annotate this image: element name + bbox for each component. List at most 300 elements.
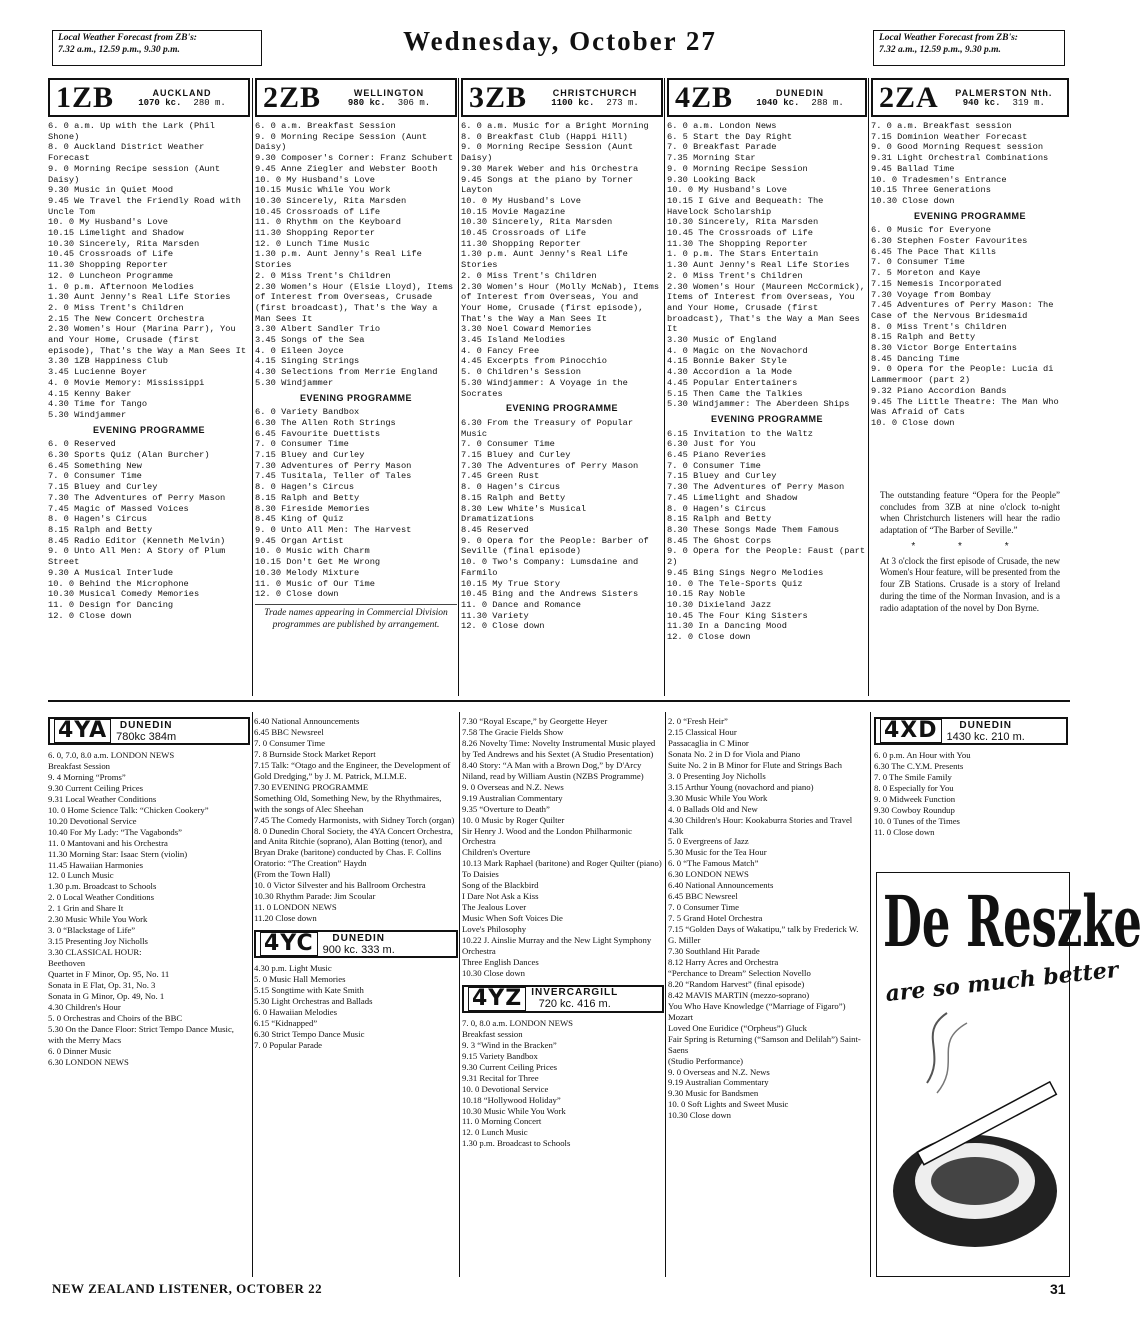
evening-entry: 9.45 The Little Theatre: The Man Who Was Afraid of Cats bbox=[871, 396, 1059, 418]
programme-entry: 9. 0 Overseas and N.Z. News bbox=[668, 1066, 770, 1077]
programme-entry: 12. 0 Lunch Music bbox=[48, 870, 114, 881]
programme-entry: 12. 0 Luncheon Programme bbox=[48, 270, 174, 281]
programme-entry: 10. 0 Home Science Talk: “Chicken Cookery” bbox=[48, 804, 209, 815]
programme-entry: 3.30 Music While You Work bbox=[668, 792, 768, 803]
station-city: DUNEDIN bbox=[332, 932, 385, 944]
evening-entry: 10.15 Don't Get Me Wrong bbox=[255, 557, 381, 568]
evening-entry: 6.45 Something New bbox=[48, 460, 142, 471]
evening-entry: 8.15 Ralph and Betty bbox=[667, 514, 772, 525]
programme-entry: 2.30 Women's Hour (Molly McNab), Items of Interest from Overseas, You and Your Home, Crusade (first episode), That's the Way a Man Sees It bbox=[461, 281, 660, 324]
station-city: CHRISTCHURCH bbox=[552, 87, 638, 98]
station-callsign: 2ZB bbox=[263, 80, 322, 114]
station-header-2za bbox=[871, 78, 1069, 117]
programme-entry: 10.30 Sincerely, Rita Marsden bbox=[667, 217, 819, 228]
programme-entry: 7. 0 The Smile Family bbox=[874, 771, 952, 782]
evening-entry: 12. 0 Close down bbox=[667, 632, 751, 643]
programme-entry: 5.30 Light Orchestras and Ballads bbox=[254, 995, 373, 1006]
evening-entry: 7.45 Adventures of Perry Mason: The Case of the Nervous Bridesmaid bbox=[871, 300, 1054, 321]
evening-entry: 10.45 Bing and the Andrews Sisters bbox=[461, 589, 639, 600]
station-kc: 1430 kc. bbox=[946, 730, 989, 743]
evening-entry: 8.15 Ralph and Betty bbox=[255, 492, 360, 503]
programme-entry: 6.45 BBC Newsreel bbox=[668, 891, 738, 902]
programme-entry: 9. 0 Morning Recipe Session (Aunt Daisy) bbox=[461, 142, 634, 164]
programme-entry: 11.30 Morning Star: Isaac Stern (violin) bbox=[48, 848, 188, 859]
evening-entry: 10.15 My True Story bbox=[461, 578, 561, 589]
programme-entry: 7. 5 Grand Hotel Orchestra bbox=[668, 913, 763, 924]
programme-entry: 9.31 Light Orchestral Combinations bbox=[871, 153, 1049, 164]
evening-entry: 11.30 Variety bbox=[461, 610, 529, 621]
programme-entry: 3. 0 Presenting Joy Nicholls bbox=[668, 770, 766, 781]
evening-entry: 7.45 Tusitala, Teller of Tales bbox=[255, 471, 412, 482]
programme-entry: 7. 8 Burnside Stock Market Report bbox=[254, 748, 376, 759]
programme-entry: 8. 0 Auckland District Weather Forecast bbox=[48, 142, 205, 164]
evening-entry: 7.30 The Adventures of Perry Mason bbox=[48, 492, 226, 503]
programme-entry: 5. 0 Music Hall Memories bbox=[254, 974, 346, 985]
evening-entry: 7.45 Magic of Massed Voices bbox=[48, 503, 189, 514]
programme-entry: 5.30 Windjammer: A Voyage in the Socrates bbox=[461, 377, 628, 399]
station-header-4zb bbox=[667, 78, 867, 117]
programme-entry: 4.45 Popular Entertainers bbox=[667, 377, 798, 388]
programme-entry: 6.30 Strict Tempo Dance Music bbox=[254, 1028, 365, 1039]
programme-entry: To Daisies bbox=[462, 869, 499, 880]
evening-entry: 10.45 The Four King Sisters bbox=[667, 610, 808, 621]
ashtray-cigarette-illustration bbox=[887, 1023, 1063, 1263]
programme-entry: 10.15 Limelight and Shadow bbox=[48, 228, 184, 239]
programme-entry: 11. 0 Morning Concert bbox=[462, 1116, 542, 1127]
evening-entry: 9. 0 Opera for the People: Barber of Seville (final episode) bbox=[461, 535, 649, 557]
programme-entry: 10.40 For My Lady: “The Vagabonds” bbox=[48, 826, 182, 837]
evening-entry: 10. 0 Music with Charm bbox=[255, 546, 370, 557]
programme-entry: 4. 0 Fancy Free bbox=[461, 345, 540, 356]
evening-entry: 7. 0 Consumer Time bbox=[461, 439, 555, 450]
programme-entry: 6.45 BBC Newsreel bbox=[254, 726, 324, 737]
station-city: DUNEDIN bbox=[959, 719, 1012, 731]
programme-entry: 6.30 LONDON NEWS bbox=[668, 869, 749, 880]
programme-entry: 4. 0 Ballads Old and New bbox=[668, 803, 758, 814]
programme-entry: 2. 0 “Fresh Heir” bbox=[668, 716, 728, 726]
column-2zb bbox=[255, 78, 457, 698]
listing-4yz bbox=[462, 1018, 664, 1149]
evening-entry: 8.45 Radio Editor (Kenneth Melvin) bbox=[48, 535, 226, 546]
programme-entry: 2.30 Women's Hour (Marina Parr), You and Your Home, Crusade (first episode), That's the Way a Man Sees It bbox=[48, 324, 247, 356]
trade-names-note: Trade names appearing in Commercial Division programmes are published by arrangement. bbox=[255, 604, 457, 635]
evening-entry: 10. 0 Close down bbox=[871, 417, 955, 428]
programme-entry: 3.30 Albert Sandler Trio bbox=[255, 324, 381, 335]
feature-stars: * * * bbox=[911, 540, 1029, 552]
evening-entry: 9.30 A Musical Interlude bbox=[48, 567, 174, 578]
programme-entry: 5. 0 Children's Session bbox=[461, 367, 581, 378]
programme-entry: 5.30 Windjammer bbox=[255, 377, 334, 388]
programme-entry: 7.58 The Gracie Fields Show bbox=[462, 726, 564, 737]
programme-entry: 10.22 J. Ainslie Murray and the New Light Symphony Orchestra bbox=[462, 935, 652, 957]
programme-entry: 7.15 Talk: “Otago and the Engineer, the Development of Gold Dredging,” by J. M. Patrick, M.I.M.E. bbox=[254, 759, 451, 781]
programme-entry: 4.30 Time for Tango bbox=[48, 399, 148, 410]
programme-entry: 9.45 We Travel the Friendly Road with Uncle Tom bbox=[48, 195, 241, 217]
programme-entry: 10. 0 My Husband's Love bbox=[461, 195, 581, 206]
publication-footer: NEW ZEALAND LISTENER, OCTOBER 22 bbox=[52, 1281, 323, 1296]
programme-entry: The Jealous Lover bbox=[462, 902, 527, 913]
programme-entry: 10. 0 My Husband's Love bbox=[667, 185, 787, 196]
evening-programme-heading: EVENING PROGRAMME bbox=[710, 413, 823, 424]
programme-entry: Suite No. 2 in B Minor for Flute and Strings Bach bbox=[668, 759, 842, 770]
programme-entry: 9.45 Songs at the piano by Torner Layton bbox=[461, 174, 634, 196]
programme-entry: 7.15 “Golden Days of Wakatipu,” talk by Frederick W. G. Miller bbox=[668, 924, 859, 946]
evening-entry: 8.15 Ralph and Betty bbox=[871, 332, 976, 343]
programme-entry: 2. 0 Local Weather Conditions bbox=[48, 892, 155, 903]
evening-entry: 9. 0 Opera for the People: Faust (part 2) bbox=[667, 546, 866, 568]
station-m: 333 m. bbox=[361, 943, 395, 956]
evening-entry: 7.15 Bluey and Curley bbox=[255, 450, 365, 461]
evening-entry: 10. 0 Behind the Microphone bbox=[48, 578, 189, 589]
programme-entry: 6.30 The C.Y.M. Presents bbox=[874, 760, 964, 771]
programme-entry: 8. 0 Dunedin Choral Society, the 4YA Concert Orchestra, and Anita Ritchie (soprano), Alan Botting (tenor), and Bryan Drake (baritone) conducted by Chas. F. Collins bbox=[254, 825, 453, 858]
programme-entry: I Dare Not Ask a Kiss bbox=[462, 891, 539, 902]
programme-entry: 10. 0 Tunes of the Times bbox=[874, 815, 960, 826]
programme-entry: 7.45 The Comedy Harmonists, with Sidney Torch (organ) bbox=[254, 814, 455, 825]
programme-entry: 10.15 Music While You Work bbox=[255, 185, 391, 196]
programme-entry: 10.15 I Give and Bequeath: The Havelock Scholarship bbox=[667, 195, 824, 217]
programme-entry: 5.30 Windjammer bbox=[48, 409, 127, 420]
listing-col4 bbox=[668, 716, 868, 1121]
evening-entry: 8. 0 Hagen's Circus bbox=[255, 482, 355, 493]
programme-entry: 9.19 Australian Commentary bbox=[462, 792, 563, 803]
programme-entry: 10.15 Three Generations bbox=[871, 185, 991, 196]
column-4ya bbox=[48, 716, 250, 1276]
station-logo: 4YC bbox=[260, 932, 318, 956]
station-city: AUCKLAND bbox=[152, 87, 212, 98]
programme-entry: 10.30 Close down bbox=[462, 967, 525, 978]
programme-entry: 1.30 Aunt Jenny's Real Life Stories bbox=[667, 260, 850, 271]
programme-entry: 6.15 “Kidnapped” bbox=[254, 1017, 318, 1028]
evening-programme-heading: EVENING PROGRAMME bbox=[913, 210, 1026, 221]
programme-entry: 4. 0 Magic on the Novachord bbox=[667, 345, 808, 356]
column-3zb bbox=[461, 78, 663, 698]
station-callsign: 1ZB bbox=[56, 80, 115, 114]
evening-entry: 9. 0 Unto All Men: A Story of Plum Street bbox=[48, 546, 226, 568]
programme-entry: 4.30 Selections from Merrie England bbox=[255, 367, 438, 378]
programme-entry: 2. 1 Grin and Share It bbox=[48, 903, 124, 914]
evening-entry: 6. 0 Reserved bbox=[48, 439, 116, 450]
de-reszke-advert bbox=[876, 872, 1142, 1277]
programme-entry: 4.15 Kenny Baker bbox=[48, 388, 132, 399]
evening-entry: 12. 0 Close down bbox=[255, 589, 339, 600]
station-logo: 4YA bbox=[54, 719, 111, 743]
evening-entry: 8.15 Ralph and Betty bbox=[461, 492, 566, 503]
programme-entry: 10. 0 Devotional Service bbox=[462, 1083, 549, 1094]
programme-entry: 3. 0 “Blackstage of Life” bbox=[48, 925, 136, 936]
programme-entry: 6. 0, 7.0, 8.0 a.m. LONDON NEWS bbox=[48, 750, 175, 760]
station-kc: 1070 kc. bbox=[138, 97, 182, 108]
programme-entry: 9.35 “Overture to Death” bbox=[462, 803, 550, 814]
station-header-4yz bbox=[462, 985, 664, 1013]
programme-entry: 1. 0 p.m. Afternoon Melodies bbox=[48, 281, 194, 292]
evening-programme-heading: EVENING PROGRAMME bbox=[505, 403, 618, 414]
programme-entry: 4.30 Children's Hour: Kookaburra Stories and Travel Talk bbox=[668, 814, 853, 836]
programme-entry: You Who Have Knowledge (“Marriage of Figaro”) Mozart bbox=[668, 1000, 846, 1022]
station-kc: 780kc bbox=[116, 730, 146, 743]
programme-entry: 1.30 p.m. Aunt Jenny's Real Life Stories bbox=[255, 249, 422, 271]
programme-entry: Music When Soft Voices Die bbox=[462, 913, 563, 924]
station-logo: 4XD bbox=[880, 719, 942, 743]
programme-entry: (From the Town Hall) bbox=[254, 869, 331, 880]
programme-entry: 10. 0 My Husband's Love bbox=[48, 217, 168, 228]
column-4zb bbox=[667, 78, 867, 698]
listing-4ya-part2 bbox=[254, 716, 458, 924]
programme-entry: Sonata No. 2 in D for Viola and Piano bbox=[668, 748, 801, 759]
programme-entry: 7.15 Dominion Weather Forecast bbox=[871, 131, 1028, 142]
programme-entry: 5.30 Music for the Tea Hour bbox=[668, 847, 767, 858]
evening-entry: 8.45 Dancing Time bbox=[871, 353, 960, 364]
programme-entry: 10. 0 Victor Silvester and his Ballroom Orchestra bbox=[254, 880, 426, 891]
station-logo: 4YZ bbox=[468, 987, 526, 1011]
evening-entry: 11. 0 Design for Dancing bbox=[48, 599, 174, 610]
programme-entry: Song of the Blackbird bbox=[462, 880, 539, 891]
programme-entry: 7. 0 Consumer Time bbox=[668, 902, 739, 913]
programme-entry: Loved One Euridice (“Orpheus”) Gluck bbox=[668, 1022, 807, 1033]
programme-entry: 8. 0 Especially for You bbox=[874, 782, 954, 793]
station-header-3zb bbox=[461, 78, 663, 117]
programme-entry: Breakfast Session bbox=[48, 760, 111, 771]
programme-entry: 9.30 Composer's Corner: Franz Schubert bbox=[255, 153, 454, 164]
evening-entry: 8.30 Fireside Memories bbox=[255, 503, 370, 514]
station-kc: 980 kc. bbox=[347, 97, 386, 108]
programme-entry: 11.45 Hawaiian Harmonies bbox=[48, 859, 143, 870]
station-m: 210 m. bbox=[991, 730, 1025, 743]
programme-entry: 4. 0 Movie Memory: Mississippi bbox=[48, 377, 205, 388]
station-kc: 900 kc. bbox=[322, 943, 359, 956]
station-kc: 720 kc. bbox=[538, 998, 575, 1011]
programme-entry: 9. 0 Midweek Function bbox=[874, 793, 956, 804]
station-header-2zb bbox=[255, 78, 457, 117]
programme-entry: Quartet in F Minor, Op. 95, No. 11 bbox=[48, 969, 170, 980]
programme-entry: 10.30 Sincerely, Rita Marsden bbox=[48, 238, 200, 249]
programme-entry: 3.30 Music of England bbox=[667, 335, 777, 346]
column-1zb bbox=[48, 78, 250, 698]
programme-entry: Sonata in E Flat, Op. 31, No. 3 bbox=[48, 980, 156, 991]
programme-entry: 6.40 National Announcements bbox=[254, 716, 360, 726]
weather-forecast-left: Local Weather Forecast from ZB's: 7.32 a.m., 12.59 p.m., 9.30 p.m. bbox=[52, 30, 262, 66]
programme-entry: 7.30 EVENING PROGRAMME bbox=[254, 781, 369, 792]
programme-entry: 3.15 Arthur Young (novachord and piano) bbox=[668, 781, 814, 792]
evening-entry: 8.30 These Songs Made Them Famous bbox=[667, 525, 840, 535]
programme-entry: 7.30 “Royal Escape,” by Georgette Heyer bbox=[462, 716, 608, 726]
station-header-4xd bbox=[874, 717, 1068, 745]
programme-entry: 10.45 Crossroads of Life bbox=[255, 206, 381, 217]
listing-col3 bbox=[462, 716, 664, 979]
evening-entry: 8. 0 Hagen's Circus bbox=[461, 482, 561, 493]
programme-entry: 7. 0 Breakfast Parade bbox=[667, 142, 777, 153]
feature-para-2: At 3 o'clock the first episode of Crusade, the new Women's Hour feature, will be presented from the four ZB Stations. Crusade is a story of Ireland during the time of the Norman Invasion, and is a radio adaptation of the novel by Don Byrne. bbox=[880, 555, 1060, 613]
evening-entry: 7. 0 Consumer Time bbox=[667, 460, 761, 471]
programme-entry: 6. 0 Hawaiian Melodies bbox=[254, 1006, 337, 1017]
programme-entry: 10.30 Close down bbox=[668, 1110, 731, 1121]
programme-entry: 2. 0 Miss Trent's Children bbox=[667, 270, 803, 281]
programme-entry: 5. 0 Orchestras and Choirs of the BBC bbox=[48, 1012, 183, 1023]
evening-entry: 9.45 Organ Artist bbox=[255, 535, 344, 546]
listing-4yc bbox=[254, 963, 458, 1051]
station-kc: 1040 kc. bbox=[756, 97, 800, 108]
programme-entry: 6. 0 p.m. An Hour with You bbox=[874, 750, 971, 760]
programme-entry: Children's Overture bbox=[462, 847, 531, 858]
programme-entry: 9.15 Variety Bandbox bbox=[462, 1050, 538, 1061]
programme-entry: 11.20 Close down bbox=[254, 913, 317, 924]
advert-brand: De Reszke bbox=[883, 880, 1142, 964]
programme-entry: 8.20 “Random Harvest” (final episode) bbox=[668, 978, 805, 989]
programme-entry: 9.30 Music for Bandsmen bbox=[668, 1088, 759, 1099]
station-city: DUNEDIN bbox=[776, 87, 825, 98]
evening-entry: 10.30 Dixieland Jazz bbox=[667, 599, 772, 610]
programme-entry: 9.45 Ballad Time bbox=[871, 163, 955, 174]
evening-entry: 9.32 Piano Accordion Bands bbox=[871, 385, 1007, 396]
evening-entry: 7.45 Limelight and Shadow bbox=[667, 492, 798, 503]
programme-entry: 6. 0 a.m. Up with the Lark (Phil Shone) bbox=[48, 121, 215, 142]
station-m: 319 m. bbox=[1012, 97, 1045, 108]
programme-entry: 4. 0 Eileen Joyce bbox=[255, 345, 344, 356]
programme-entry: 10.30 Rhythm Parade: Jim Scoular bbox=[254, 891, 376, 902]
evening-entry: 9. 0 Unto All Men: The Harvest bbox=[255, 525, 412, 535]
programme-entry: 4.30 p.m. Light Music bbox=[254, 963, 332, 974]
station-city: WELLINGTON bbox=[353, 87, 425, 98]
programme-entry: 9.30 Current Ceiling Prices bbox=[48, 782, 144, 793]
programme-entry: 2. 0 Miss Trent's Children bbox=[48, 302, 184, 313]
programme-entry: 5.15 Songtime with Kate Smith bbox=[254, 985, 364, 996]
evening-entry: 11.30 In a Dancing Mood bbox=[667, 621, 787, 632]
evening-entry: 6. 0 Variety Bandbox bbox=[255, 407, 360, 418]
evening-entry: 8. 0 Miss Trent's Children bbox=[871, 321, 1007, 332]
evening-entry: 6. 0 Music for Everyone bbox=[871, 225, 991, 236]
programme-entry: 9.30 Music in Quiet Mood bbox=[48, 185, 174, 196]
programme-entry: 6. 0 “The Famous Match” bbox=[668, 858, 759, 869]
programme-entry: 9. 0 Morning Recipe Session (Aunt Daisy) bbox=[255, 131, 428, 153]
station-header-4yc bbox=[254, 930, 458, 958]
programme-entry: 5.30 Windjammer: The Aberdeen Ships bbox=[667, 399, 850, 410]
programme-entry: 1.30 Aunt Jenny's Real Life Stories bbox=[48, 292, 231, 303]
programme-entry: 9.45 Anne Ziegler and Webster Booth bbox=[255, 163, 438, 174]
programme-entry: 1.30 p.m. Broadcast to Schools bbox=[48, 881, 157, 892]
evening-entry: 6.15 Invitation to the Waltz bbox=[667, 428, 813, 439]
programme-entry: 7.35 Morning Star bbox=[667, 153, 756, 164]
programme-entry: 2. 0 Miss Trent's Children bbox=[255, 270, 391, 281]
programme-entry: 3.45 Island Melodies bbox=[461, 335, 566, 346]
programme-entry: 9. 4 Morning “Proms” bbox=[48, 771, 126, 782]
evening-entry: 7.15 Bluey and Curley bbox=[667, 471, 777, 482]
programme-entry: 11.30 Shopping Reporter bbox=[48, 260, 168, 271]
evening-entry: 7.45 Green Rust bbox=[461, 471, 540, 482]
station-city: DUNEDIN bbox=[119, 719, 173, 731]
evening-entry: 10.30 Melody Mixture bbox=[255, 567, 360, 578]
programme-entry: 9.30 Cowboy Roundup bbox=[874, 804, 955, 815]
station-city: INVERCARGILL bbox=[531, 987, 619, 999]
programme-entry: 11. 0 LONDON NEWS bbox=[254, 902, 337, 913]
listing-4xd bbox=[874, 750, 1068, 838]
evening-entry: 6.30 Stephen Foster Favourites bbox=[871, 236, 1028, 247]
page-date: Wednesday, October 27 bbox=[403, 26, 717, 56]
programme-entry: 9. 0 Morning Recipe Session bbox=[667, 163, 808, 174]
programme-entry: 10.15 Movie Magazine bbox=[461, 206, 566, 217]
station-m: 384m bbox=[148, 730, 177, 743]
column-4xd bbox=[874, 716, 1068, 866]
programme-entry: 2. 0 Miss Trent's Children bbox=[461, 270, 597, 281]
programme-entry: 1.30 p.m. Broadcast to Schools bbox=[462, 1138, 571, 1149]
advert-slogan: are so much better bbox=[884, 956, 1120, 1008]
station-m: 306 m. bbox=[397, 97, 431, 108]
programme-entry: 8.12 Harry Acres and Orchestra bbox=[668, 956, 779, 967]
programme-entry: 7. 0 a.m. Breakfast session bbox=[871, 121, 1012, 131]
programme-entry: 4.45 Excerpts from Pinocchio bbox=[461, 356, 607, 367]
programme-entry: 10.18 “Hollywood Holiday” bbox=[462, 1094, 561, 1105]
station-callsign: 2ZA bbox=[879, 80, 939, 114]
programme-entry: 10.45 Crossroads of Life bbox=[461, 228, 587, 239]
programme-entry: (Studio Performance) bbox=[668, 1055, 744, 1066]
evening-entry: 7.30 The Adventures of Perry Mason bbox=[667, 482, 845, 493]
station-m: 416 m. bbox=[577, 998, 611, 1011]
programme-entry: 10. 0 My Husband's Love bbox=[255, 174, 375, 185]
programme-entry: 3.15 Presenting Joy Nicholls bbox=[48, 936, 148, 947]
evening-entry: 12. 0 Close down bbox=[461, 621, 545, 632]
programme-entry: 9.30 Current Ceiling Prices bbox=[462, 1061, 558, 1072]
programme-entry: 3.30 CLASSICAL HOUR: bbox=[48, 947, 142, 958]
programme-entry: 8.42 MAVIS MARTIN (mezzo-soprano) bbox=[668, 989, 810, 1000]
evening-entry: 10. 0 The Tele-Sports Quiz bbox=[667, 578, 803, 589]
programme-entry: 7. 0 Popular Parade bbox=[254, 1039, 323, 1050]
programme-entry: 6. 0 Dinner Music bbox=[48, 1045, 112, 1056]
evening-programme-heading: EVENING PROGRAMME bbox=[92, 424, 205, 435]
evening-entry: 7.30 The Adventures of Perry Mason bbox=[461, 460, 639, 471]
programme-entry: 8.40 Story: “A Man with a Brown Dog,” by D'Arcy Niland, read by William Austin (NZBS Programme) bbox=[462, 759, 644, 781]
programme-entry: 6.30 LONDON NEWS bbox=[48, 1056, 129, 1067]
programme-entry: 9.30 Marek Weber and his Orchestra bbox=[461, 163, 639, 174]
feature-box bbox=[872, 490, 1068, 700]
programme-entry: Passacaglia in C Minor bbox=[668, 737, 749, 748]
evening-programme-heading: EVENING PROGRAMME bbox=[299, 392, 412, 403]
programme-entry: Love's Philosophy bbox=[462, 924, 527, 935]
programme-entry: 10.20 Devotional Service bbox=[48, 815, 137, 826]
evening-entry: 8. 0 Hagen's Circus bbox=[48, 514, 148, 525]
programme-entry: Oratorio: “The Creation” Haydn bbox=[254, 858, 367, 869]
evening-entry: 7.15 Nemesis Incorporated bbox=[871, 278, 1002, 289]
evening-entry: 9.45 Bing Sings Negro Melodies bbox=[667, 567, 824, 578]
programme-entry: Beethoven bbox=[48, 958, 86, 969]
column-4yz-cont bbox=[668, 716, 868, 1276]
evening-entry: 9. 0 Opera for the People: Lucia di Lammermoor (part 2) bbox=[871, 364, 1054, 386]
evening-entry: 7.30 Adventures of Perry Mason bbox=[255, 460, 412, 471]
evening-entry: 8.45 Reserved bbox=[461, 525, 529, 535]
evening-entry: 11. 0 Music of Our Time bbox=[255, 578, 375, 589]
column-4ya-cont bbox=[254, 716, 458, 1276]
programme-entry: 6. 0 a.m. Music for a Bright Morning bbox=[461, 121, 649, 131]
column-4yc-cont bbox=[462, 716, 664, 1276]
programme-entry: Sonata in G Minor, Op. 49, No. 1 bbox=[48, 990, 165, 1001]
programme-entry: 3.30 1ZB Happiness Club bbox=[48, 356, 168, 367]
programme-entry: 4.30 Accordion a la Mode bbox=[667, 367, 793, 378]
programme-entry: 10. 0 Tradesmen's Entrance bbox=[871, 174, 1007, 185]
programme-entry: 4.15 Bonnie Baker Style bbox=[667, 356, 787, 367]
station-m: 273 m. bbox=[606, 97, 639, 108]
evening-entry: 7.30 Voyage from Bombay bbox=[871, 289, 991, 300]
evening-entry: 8.45 King of Quiz bbox=[255, 514, 344, 525]
evening-entry: 8.45 The Ghost Corps bbox=[667, 535, 772, 546]
programme-entry: 4.30 Children's Hour bbox=[48, 1001, 121, 1012]
programme-entry: 11. 0 Mantovani and his Orchestra bbox=[48, 837, 168, 848]
programme-entry: 9. 3 “Wind in the Bracken” bbox=[462, 1039, 557, 1050]
column-2za bbox=[871, 78, 1069, 488]
programme-entry: Sir Henry J. Wood and the London Philharmonic Orchestra bbox=[462, 825, 632, 847]
programme-entry: 9.19 Australian Commentary bbox=[668, 1077, 769, 1088]
station-kc: 940 kc. bbox=[962, 97, 1001, 108]
evening-entry: 6.45 Piano Reveries bbox=[667, 450, 767, 461]
evening-entry: 10. 0 Two's Company: Lumsdaine and Farmilo bbox=[461, 557, 639, 578]
programme-entry: 9.31 Recital for Three bbox=[462, 1072, 539, 1083]
